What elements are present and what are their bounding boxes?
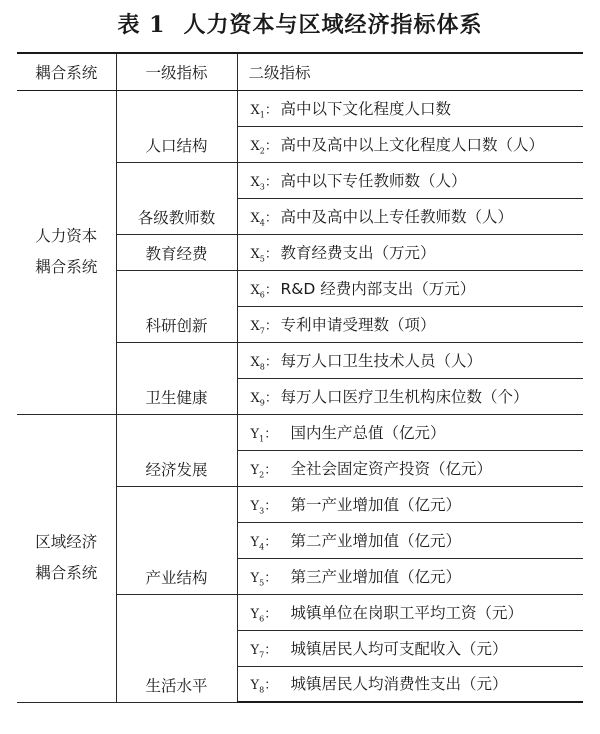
indicator-y4 xyxy=(237,522,583,558)
table-title-text: 人力资本与区域经济指标体系 xyxy=(183,12,483,38)
indicator-code: $X_7$： xyxy=(250,318,278,336)
system-cell-regional-economy xyxy=(17,414,116,702)
system-label-line2: 耦合系统 xyxy=(35,258,98,276)
indicator-text: 教育经费支出（万元） xyxy=(280,243,436,262)
indicator-text: 城镇居民人均可支配收入（元） xyxy=(290,639,508,658)
indicator-code: $X_2$： xyxy=(250,138,278,156)
indicator-text: 高中以下文化程度人口数 xyxy=(280,99,452,118)
level1-economic-development: 经济发展 xyxy=(116,414,237,486)
level1-industrial-structure: 产业结构 xyxy=(116,486,237,594)
indicator-y2 xyxy=(237,450,583,486)
table-title xyxy=(0,8,600,42)
indicator-code: $Y_5$： xyxy=(250,570,278,588)
indicator-y1 xyxy=(237,414,583,450)
indicator-table xyxy=(17,52,583,703)
indicator-code: $X_4$： xyxy=(250,210,278,228)
indicator-code: $Y_3$： xyxy=(250,498,278,516)
indicator-text: 城镇居民人均消费性支出（元） xyxy=(290,675,508,694)
indicator-code: $X_1$： xyxy=(250,102,278,120)
level1-education-funding: 教育经费 xyxy=(116,234,237,270)
indicator-code: $X_9$： xyxy=(250,390,278,408)
indicator-x7 xyxy=(237,306,583,342)
indicator-text: R&D 经费内部支出（万元） xyxy=(280,279,476,298)
indicator-code: $X_6$： xyxy=(250,282,278,300)
indicator-text: 每万人口卫生技术人员（人） xyxy=(280,351,483,370)
indicator-x5 xyxy=(237,234,583,270)
indicator-code: $X_8$： xyxy=(250,354,278,372)
indicator-code: $Y_4$： xyxy=(250,534,278,552)
table-row xyxy=(17,90,583,126)
level1-living-standard: 生活水平 xyxy=(116,594,237,702)
header-level1-indicator: 一级指标 xyxy=(116,53,237,90)
indicator-code: $Y_1$： xyxy=(250,426,278,444)
indicator-x4 xyxy=(237,198,583,234)
indicator-text: 每万人口医疗卫生机构床位数（个） xyxy=(280,387,529,406)
indicator-y5 xyxy=(237,558,583,594)
indicator-y6 xyxy=(237,594,583,630)
system-label-line1: 人力资本 xyxy=(35,227,98,245)
indicator-x1 xyxy=(237,90,583,126)
header-level2-indicator: 二级指标 xyxy=(237,53,583,90)
indicator-y7 xyxy=(237,630,583,666)
indicator-code: $Y_7$： xyxy=(250,642,278,660)
indicator-text: 第二产业增加值（亿元） xyxy=(290,531,462,550)
level1-health: 卫生健康 xyxy=(116,342,237,414)
indicator-text: 城镇单位在岗职工平均工资（元） xyxy=(290,603,524,622)
indicator-x6 xyxy=(237,270,583,306)
indicator-code: $Y_2$： xyxy=(250,462,278,480)
header-row xyxy=(17,53,583,90)
indicator-x2 xyxy=(237,126,583,162)
header-coupling-system: 耦合系统 xyxy=(17,53,116,90)
indicator-y8 xyxy=(237,666,583,702)
indicator-code: $Y_6$： xyxy=(250,606,278,624)
level1-research-innovation: 科研创新 xyxy=(116,270,237,342)
indicator-text: 高中以下专任教师数（人） xyxy=(280,171,467,190)
indicator-text: 第三产业增加值（亿元） xyxy=(290,567,462,586)
indicator-code: $X_3$： xyxy=(250,174,278,192)
indicator-x9 xyxy=(237,378,583,414)
table-row xyxy=(17,414,583,450)
indicator-text: 专利申请受理数（项） xyxy=(280,315,436,334)
system-label-line1: 区域经济 xyxy=(35,533,98,551)
indicator-text: 全社会固定资产投资（亿元） xyxy=(290,459,493,478)
table-number: 表 1 xyxy=(117,12,166,38)
indicator-text: 第一产业增加值（亿元） xyxy=(290,495,462,514)
level1-population-structure: 人口结构 xyxy=(116,90,237,162)
indicator-code: $X_5$： xyxy=(250,246,278,264)
indicator-text: 高中及高中以上文化程度人口数（人） xyxy=(280,135,545,154)
indicator-code: $Y_8$： xyxy=(250,678,278,696)
system-cell-human-capital xyxy=(17,90,116,414)
system-label-line2: 耦合系统 xyxy=(35,564,98,582)
indicator-x3 xyxy=(237,162,583,198)
level1-teacher-count: 各级教师数 xyxy=(116,162,237,234)
indicator-y3 xyxy=(237,486,583,522)
indicator-text: 高中及高中以上专任教师数（人） xyxy=(280,207,514,226)
indicator-text: 国内生产总值（亿元） xyxy=(290,423,446,442)
indicator-x8 xyxy=(237,342,583,378)
